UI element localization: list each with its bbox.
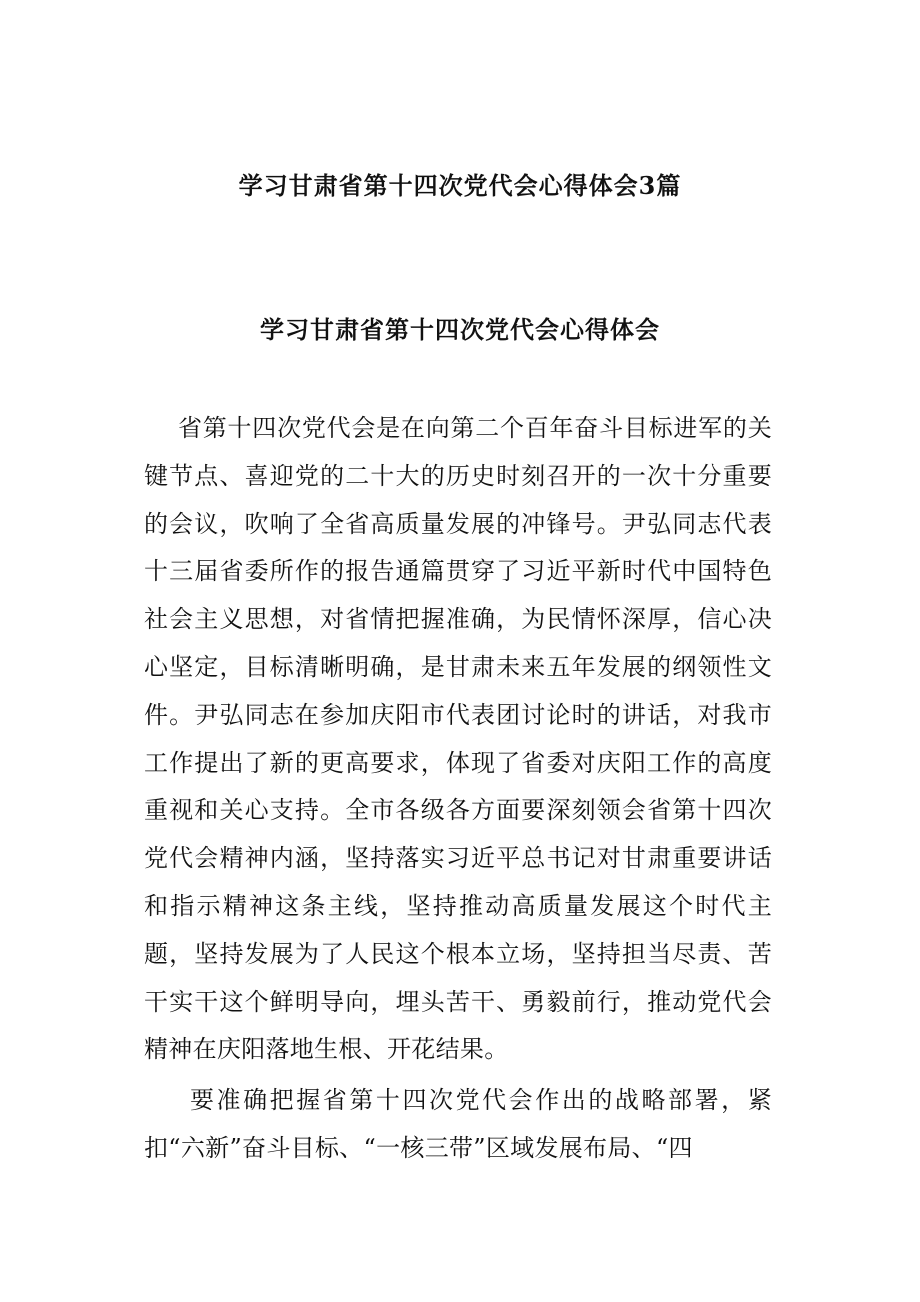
section-title: 学习甘肃省第十四次党代会心得体会 [260, 315, 660, 344]
document-title: 学习甘肃省第十四次党代会心得体会3篇 [238, 171, 682, 200]
document-body [144, 405, 772, 1173]
body-paragraph-1: 省第十四次党代会是在向第二个百年奋斗目标进军的关键节点、喜迎党的二十大的历史时刻召开的一次十分重要的会议，吹响了全省高质量发展的冲锋号。尹弘同志代表十三届省委所作的报告通篇贯穿了习近平新时代中国特色社会主义思想，对省情把握准确，为民情怀深厚，信心决心坚定，目标清晰明确，是甘肃未来五年发展的纲领性文件。尹弘同志在参加庆阳市代表团讨论时的讲话，对我市工作提出了新的更高要求，体现了省委对庆阳工作的高度重视和关心支持。全市各级各方面要深刻领会省第十四次党代会精神内涵，坚持落实习近平总书记对甘肃重要讲话和指示精神这条主线，坚持推动高质量发展这个时代主题，坚持发展为了人民这个根本立场，坚持担当尽责、苦干实干这个鲜明导向，埋头苦干、勇毅前行，推动党代会精神在庆阳落地生根、开花结果。 [144, 414, 772, 1064]
body-paragraph-2: 要准确把握省第十四次党代会作出的战略部署，紧扣“六新”奋斗目标、“一核三带”区域发展布局、“四 [144, 1086, 772, 1162]
